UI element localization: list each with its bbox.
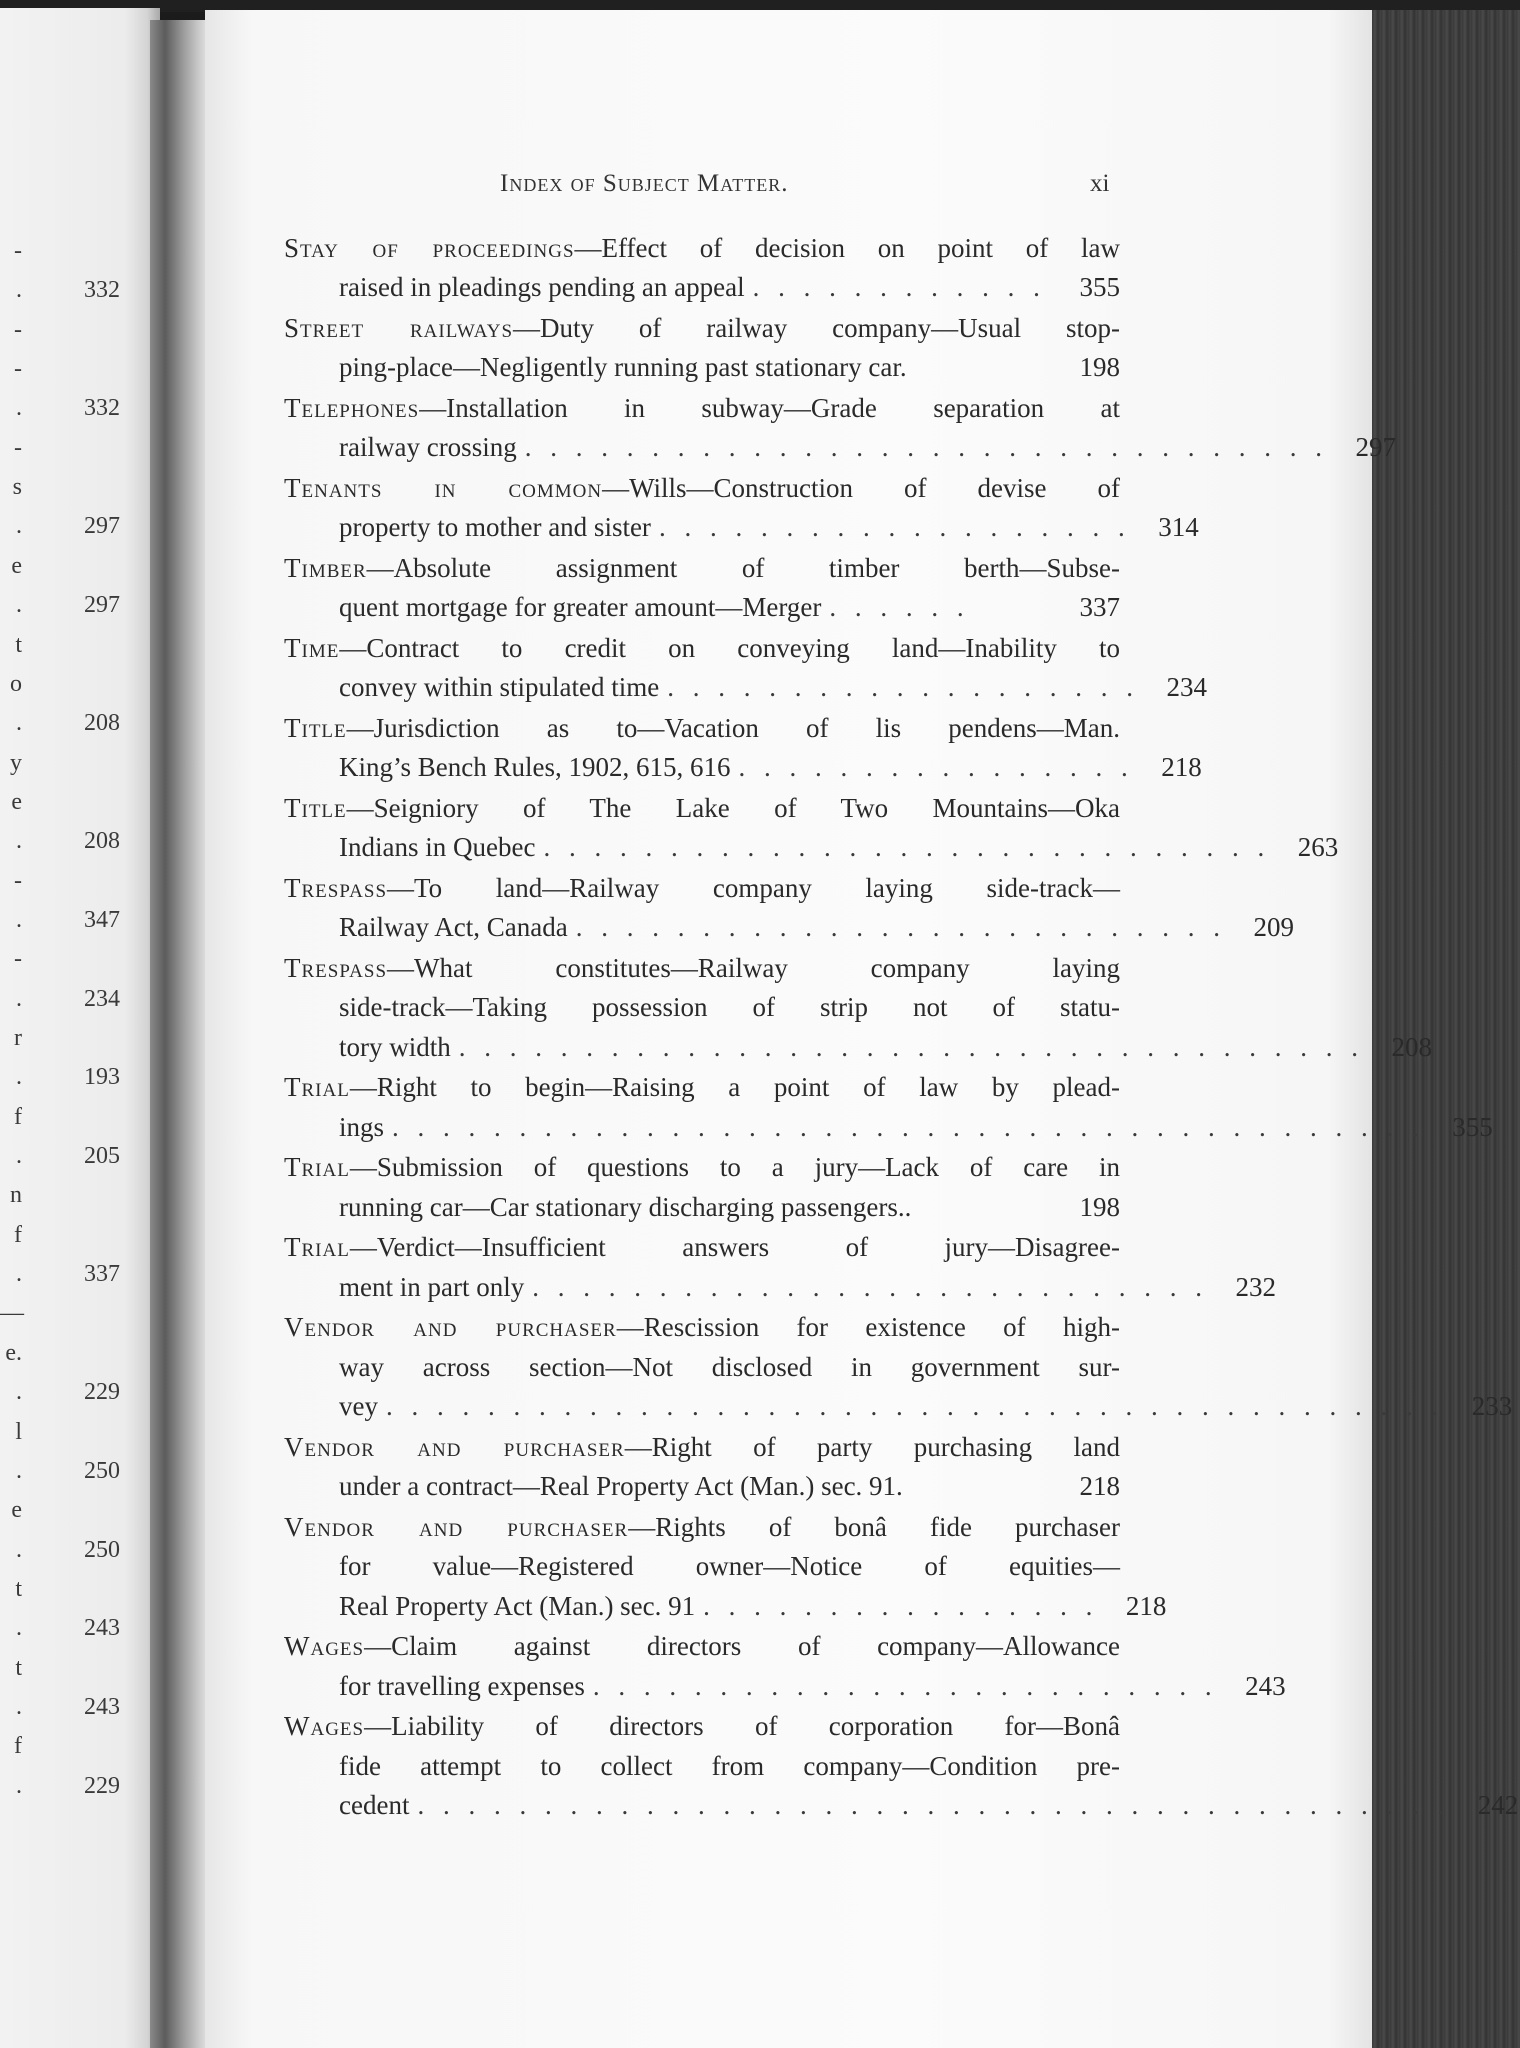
entry-page-number: 218 bbox=[1161, 752, 1202, 783]
left-fragment-mark: n bbox=[10, 1182, 22, 1209]
entry-first-line bbox=[284, 1707, 1120, 1746]
left-fragment-mark: . bbox=[16, 985, 22, 1012]
left-fragment-mark: . bbox=[16, 1693, 22, 1720]
left-fragment-mark: . bbox=[16, 906, 22, 933]
left-fragment-page-number: 250 bbox=[84, 1536, 120, 1563]
entry-page-number: 314 bbox=[1158, 512, 1199, 543]
index-entry bbox=[284, 629, 1207, 708]
dot-leader: . . . . . . . . . . . . . . . . bbox=[738, 752, 1134, 783]
left-fragment-page-number: 250 bbox=[84, 1457, 120, 1484]
left-fragment-page-number: 234 bbox=[84, 985, 120, 1012]
entry-first-line bbox=[284, 309, 1120, 348]
left-fragment-page-number: 229 bbox=[84, 1379, 120, 1406]
entry-first-line bbox=[284, 869, 1120, 908]
entry-text: way across section—Not disclosed in government sur- bbox=[339, 1351, 1120, 1382]
index-entry bbox=[284, 949, 1432, 1067]
entry-text: convey within stipulated time bbox=[339, 672, 660, 703]
left-fragment-mark: s bbox=[12, 474, 22, 501]
entry-last-line bbox=[284, 428, 1396, 467]
entry-heading: Street railways bbox=[284, 313, 514, 343]
index-entry bbox=[284, 389, 1396, 468]
entry-heading: Trespass bbox=[284, 873, 388, 903]
dot-leader: . . . . . . . . . . . . . . . . . . . bbox=[658, 512, 1131, 543]
entry-first-line bbox=[284, 1308, 1120, 1347]
entry-continuation-line bbox=[284, 1348, 1120, 1387]
index-entry bbox=[284, 549, 1120, 628]
entry-heading: Wages bbox=[284, 1711, 365, 1742]
entry-page-number: 263 bbox=[1297, 832, 1339, 863]
entry-text: quent mortgage for greater amount—Merger bbox=[339, 592, 822, 623]
entry-first-line bbox=[284, 469, 1120, 508]
entry-last-line bbox=[284, 588, 1120, 627]
left-fragment-mark: l bbox=[15, 1418, 22, 1445]
left-fragment-mark: e bbox=[11, 788, 22, 815]
left-page bbox=[0, 8, 160, 2048]
index-entry bbox=[284, 469, 1199, 548]
entry-heading: Time bbox=[284, 633, 340, 663]
entry-last-line bbox=[284, 748, 1202, 787]
entry-text: railway crossing bbox=[339, 432, 517, 463]
dot-leader bbox=[915, 348, 1052, 387]
page-folio: xi bbox=[1090, 170, 1110, 197]
entry-text: —Right of party purchasing land bbox=[624, 1431, 1121, 1462]
entry-page-number: 209 bbox=[1253, 912, 1294, 943]
left-page-margin-fragments bbox=[0, 8, 150, 2048]
index-entry bbox=[284, 309, 1120, 388]
entry-text: —Absolute assignment of timber berth—Subse- bbox=[366, 553, 1120, 583]
entry-heading: Vendor and purchaser bbox=[284, 1312, 617, 1343]
left-fragment-mark: f bbox=[14, 1221, 22, 1248]
dot-leader: . . . . . . . . . . . . bbox=[752, 272, 1046, 303]
left-fragment-page-number: 337 bbox=[84, 1261, 120, 1288]
entry-heading: Stay of proceedings bbox=[284, 233, 575, 263]
left-fragment-mark: . bbox=[16, 1536, 22, 1563]
index-entry bbox=[284, 1707, 1519, 1825]
entry-heading: Timber bbox=[284, 553, 367, 583]
entry-last-line bbox=[284, 1268, 1276, 1307]
entry-text: Railway Act, Canada bbox=[339, 912, 568, 943]
left-fragment-page-number: 193 bbox=[84, 1064, 120, 1091]
entry-text: Indians in Quebec bbox=[339, 832, 536, 863]
entry-heading: Title bbox=[284, 793, 347, 823]
entry-first-line bbox=[284, 1508, 1120, 1547]
left-fragment-mark: - bbox=[14, 356, 22, 383]
entry-text: ings bbox=[339, 1111, 385, 1142]
entry-first-line bbox=[284, 1627, 1120, 1666]
entry-last-line bbox=[284, 1667, 1286, 1706]
entry-text: —To land—Railway company laying side-track— bbox=[387, 873, 1120, 903]
left-fragment-mark: f bbox=[14, 1733, 22, 1760]
left-fragment-mark: t bbox=[15, 1654, 22, 1681]
entry-last-line bbox=[284, 1188, 1120, 1227]
entry-heading: Tenants in common bbox=[284, 473, 603, 503]
entry-page-number: 337 bbox=[1079, 592, 1120, 623]
entry-first-line bbox=[284, 629, 1120, 668]
entry-first-line bbox=[284, 1428, 1120, 1467]
entry-text: —Claim against directors of company—Allowance bbox=[364, 1631, 1120, 1662]
entry-page-number: 355 bbox=[1079, 272, 1120, 303]
entry-last-line bbox=[284, 1467, 1120, 1506]
left-fragment-page-number: 243 bbox=[84, 1615, 120, 1642]
left-fragment-page-number: 297 bbox=[84, 513, 120, 540]
entry-text: —Duty of railway company—Usual stop- bbox=[513, 313, 1120, 343]
index-entry bbox=[284, 1508, 1167, 1626]
entry-heading: Trespass bbox=[284, 953, 388, 983]
left-fragment-mark: - bbox=[14, 946, 22, 973]
left-fragment-mark: . bbox=[16, 1615, 22, 1642]
left-fragment-mark: . bbox=[16, 1457, 22, 1484]
dot-leader: . . . . . . . . . . . . . . . . . . . . . . . . . . . . . . . . . . . . . . . . . . bbox=[385, 1391, 1445, 1422]
entry-page-number: 355 bbox=[1452, 1111, 1493, 1142]
entry-page-number: 218 bbox=[1079, 1471, 1120, 1502]
entry-heading: Trial bbox=[284, 1152, 350, 1183]
entry-text: —Verdict—Insufficient answers of jury—Disagree- bbox=[349, 1232, 1120, 1263]
entry-continuation-line bbox=[284, 1547, 1120, 1586]
entry-text: raised in pleadings pending an appeal bbox=[339, 272, 745, 303]
entry-text: —Rescission for existence of high- bbox=[616, 1312, 1120, 1343]
dot-leader: . . . . . . . . . . . . . . . . bbox=[703, 1590, 1099, 1621]
entry-last-line bbox=[284, 348, 1120, 387]
entry-text: —Rights of bonâ fide purchaser bbox=[628, 1511, 1120, 1542]
left-fragment-page-number: 208 bbox=[84, 828, 120, 855]
left-fragment-mark: . bbox=[16, 1064, 22, 1091]
entry-text: for value—Registered owner—Notice of equities— bbox=[339, 1551, 1120, 1582]
left-fragment-mark: . bbox=[16, 277, 22, 304]
left-fragment-mark: e. bbox=[5, 1339, 22, 1366]
entry-continuation-line bbox=[284, 988, 1120, 1027]
entry-first-line bbox=[284, 709, 1120, 748]
left-fragment-mark: . bbox=[16, 1143, 22, 1170]
entry-text: vey bbox=[339, 1391, 378, 1422]
entry-first-line bbox=[284, 1068, 1120, 1107]
entry-page-number: 218 bbox=[1125, 1590, 1167, 1621]
entry-text: —Jurisdiction as to—Vacation of lis pendens—Man. bbox=[346, 713, 1120, 743]
left-fragment-mark: r bbox=[14, 1025, 22, 1051]
left-fragment-page-number: 205 bbox=[84, 1143, 120, 1170]
index-entry bbox=[284, 1627, 1286, 1706]
left-fragment-page-number: 332 bbox=[84, 395, 120, 422]
left-fragment-mark: - bbox=[14, 434, 22, 461]
entry-page-number: 297 bbox=[1355, 432, 1396, 463]
dot-leader: . . . . . . . . . . . . . . . . . . . . . . . . . . . bbox=[532, 1271, 1208, 1302]
left-fragment-mark: — bbox=[0, 1300, 24, 1327]
entry-page-number: 243 bbox=[1245, 1670, 1286, 1701]
entry-text: ment in part only bbox=[339, 1271, 525, 1302]
dot-leader: . . . . . . . . . . . . . . . . . . . . . . . . . . . . . . . . . . . . bbox=[458, 1031, 1364, 1062]
entry-last-line bbox=[284, 1028, 1432, 1067]
left-fragment-mark: . bbox=[16, 710, 22, 737]
left-fragment-mark: t bbox=[15, 1575, 22, 1602]
left-fragment-mark: . bbox=[16, 395, 22, 422]
left-fragment-page-number: 243 bbox=[84, 1693, 120, 1720]
entry-page-number: 242 bbox=[1477, 1789, 1519, 1820]
dot-leader: . . . . . . . . . . . . . . . . . . . . . . . . . . bbox=[575, 912, 1226, 943]
left-fragment-mark: . bbox=[16, 828, 22, 855]
dot-leader: . . . . . . . . . . . . . . . . . . . . . . . . . . . . . . . . bbox=[524, 432, 1328, 463]
left-fragment-page-number: 229 bbox=[84, 1772, 120, 1799]
entry-text: —Submission of questions to a jury—Lack of care in bbox=[349, 1152, 1120, 1183]
entry-heading: Vendor and purchaser bbox=[284, 1511, 629, 1542]
left-fragment-mark: e bbox=[11, 552, 22, 579]
entry-heading: Vendor and purchaser bbox=[284, 1431, 625, 1462]
dot-leader: . . . . . . . . . . . . . . . . . . . bbox=[667, 672, 1139, 703]
entry-last-line bbox=[284, 908, 1294, 947]
entry-first-line bbox=[284, 949, 1120, 988]
entry-heading: Telephones bbox=[284, 393, 420, 423]
entry-text: —Contract to credit on conveying land—Inability to bbox=[339, 633, 1120, 663]
entry-text: tory width bbox=[339, 1031, 451, 1062]
entry-page-number: 198 bbox=[1079, 1191, 1120, 1222]
entry-text: —Effect of decision on point of law bbox=[574, 233, 1120, 263]
dot-leader: . . . . . . bbox=[829, 592, 970, 623]
index-entry bbox=[284, 789, 1339, 868]
index-entry bbox=[284, 869, 1294, 948]
left-fragment-mark: - bbox=[14, 238, 22, 264]
left-fragment-mark: t bbox=[15, 631, 22, 658]
left-fragment-page-number: 297 bbox=[84, 592, 120, 619]
left-fragment-mark: o bbox=[10, 670, 22, 697]
index-entry bbox=[284, 1308, 1513, 1426]
entry-last-line bbox=[284, 1108, 1493, 1147]
entry-last-line bbox=[284, 508, 1199, 547]
entry-last-line bbox=[284, 828, 1339, 867]
entry-last-line bbox=[284, 1387, 1513, 1426]
left-fragment-mark: . bbox=[16, 1379, 22, 1406]
entry-heading: Trial bbox=[284, 1072, 350, 1103]
running-head: Index of Subject Matter. bbox=[500, 170, 789, 197]
index-entry bbox=[284, 1068, 1493, 1147]
entry-text: property to mother and sister bbox=[339, 512, 651, 543]
index-entry bbox=[284, 229, 1120, 308]
entry-text: —Liability of directors of corporation for—Bonâ bbox=[364, 1711, 1120, 1742]
left-fragment-mark: - bbox=[14, 867, 22, 894]
entry-heading: Trial bbox=[284, 1232, 350, 1263]
entry-last-line bbox=[284, 668, 1207, 707]
dot-leader: . . . . . . . . . . . . . . . . . . . . . . . . . . . . . bbox=[543, 832, 1271, 863]
left-fragment-mark: . bbox=[16, 592, 22, 619]
dot-leader bbox=[919, 1188, 1052, 1227]
entry-page-number: 208 bbox=[1391, 1031, 1432, 1062]
entry-text: —Seigniory of The Lake of Two Mountains—Oka bbox=[346, 793, 1120, 823]
entry-text: Real Property Act (Man.) sec. 91 bbox=[339, 1590, 696, 1621]
entry-first-line bbox=[284, 1148, 1120, 1187]
entry-first-line bbox=[284, 389, 1120, 428]
entry-text: fide attempt to collect from company—Condition pre- bbox=[339, 1750, 1120, 1781]
left-fragment-page-number: 208 bbox=[84, 710, 120, 737]
entry-continuation-line bbox=[284, 1747, 1120, 1786]
entry-last-line bbox=[284, 1786, 1519, 1825]
book-gutter bbox=[150, 20, 210, 2048]
left-fragment-page-number: 332 bbox=[84, 277, 120, 304]
entry-text: —Installation in subway—Grade separation at bbox=[419, 393, 1120, 423]
index-entry bbox=[284, 1228, 1276, 1307]
index-entry bbox=[284, 709, 1202, 788]
entry-first-line bbox=[284, 1228, 1120, 1267]
entry-text: King’s Bench Rules, 1902, 615, 616 bbox=[339, 752, 731, 783]
left-fragment-mark: y bbox=[10, 749, 22, 776]
left-fragment-mark: . bbox=[16, 513, 22, 540]
left-fragment-page-number: 347 bbox=[84, 906, 120, 933]
entry-last-line bbox=[284, 1587, 1167, 1626]
entry-text: under a contract—Real Property Act (Man.) sec. 91. bbox=[339, 1471, 903, 1502]
entry-first-line bbox=[284, 229, 1120, 268]
entry-text: —What constitutes—Railway company laying bbox=[387, 953, 1120, 983]
entry-heading: Wages bbox=[284, 1631, 365, 1662]
left-fragment-mark: e bbox=[11, 1497, 22, 1524]
entry-first-line bbox=[284, 789, 1120, 828]
entry-heading: Title bbox=[284, 713, 347, 743]
entry-text: cedent bbox=[339, 1789, 410, 1820]
entry-text: for travelling expenses bbox=[339, 1670, 585, 1701]
left-fragment-mark: . bbox=[16, 1772, 22, 1799]
left-fragment-mark: - bbox=[14, 316, 22, 343]
entry-text: side-track—Taking possession of strip not of statu- bbox=[339, 992, 1120, 1023]
left-fragment-mark: f bbox=[14, 1103, 22, 1130]
entry-text: ping-place—Negligently running past stationary car. bbox=[339, 352, 907, 383]
dot-leader: . . . . . . . . . . . . . . . . . . . . . . . . . bbox=[592, 1670, 1218, 1701]
left-fragment-mark: . bbox=[16, 1261, 22, 1288]
dot-leader bbox=[911, 1467, 1052, 1506]
dot-leader: . . . . . . . . . . . . . . . . . . . . . . . . . . . . . . . . . . . . . . . . . bbox=[392, 1111, 1425, 1142]
index-entry bbox=[284, 1428, 1120, 1507]
entry-last-line bbox=[284, 268, 1120, 307]
entry-page-number: 232 bbox=[1235, 1271, 1276, 1302]
entry-page-number: 234 bbox=[1166, 672, 1207, 703]
entry-text: running car—Car stationary discharging passengers.. bbox=[339, 1191, 912, 1222]
dot-leader: . . . . . . . . . . . . . . . . . . . . . . . . . . . . . . . . . . . . . . . . . bbox=[417, 1789, 1451, 1820]
entry-page-number: 233 bbox=[1471, 1391, 1513, 1422]
entry-page-number: 198 bbox=[1079, 352, 1120, 383]
entry-text: —Right to begin—Raising a point of law by plead- bbox=[349, 1072, 1120, 1103]
entry-text: —Wills—Construction of devise of bbox=[602, 473, 1121, 503]
index-entry bbox=[284, 1148, 1120, 1227]
entry-first-line bbox=[284, 549, 1120, 588]
